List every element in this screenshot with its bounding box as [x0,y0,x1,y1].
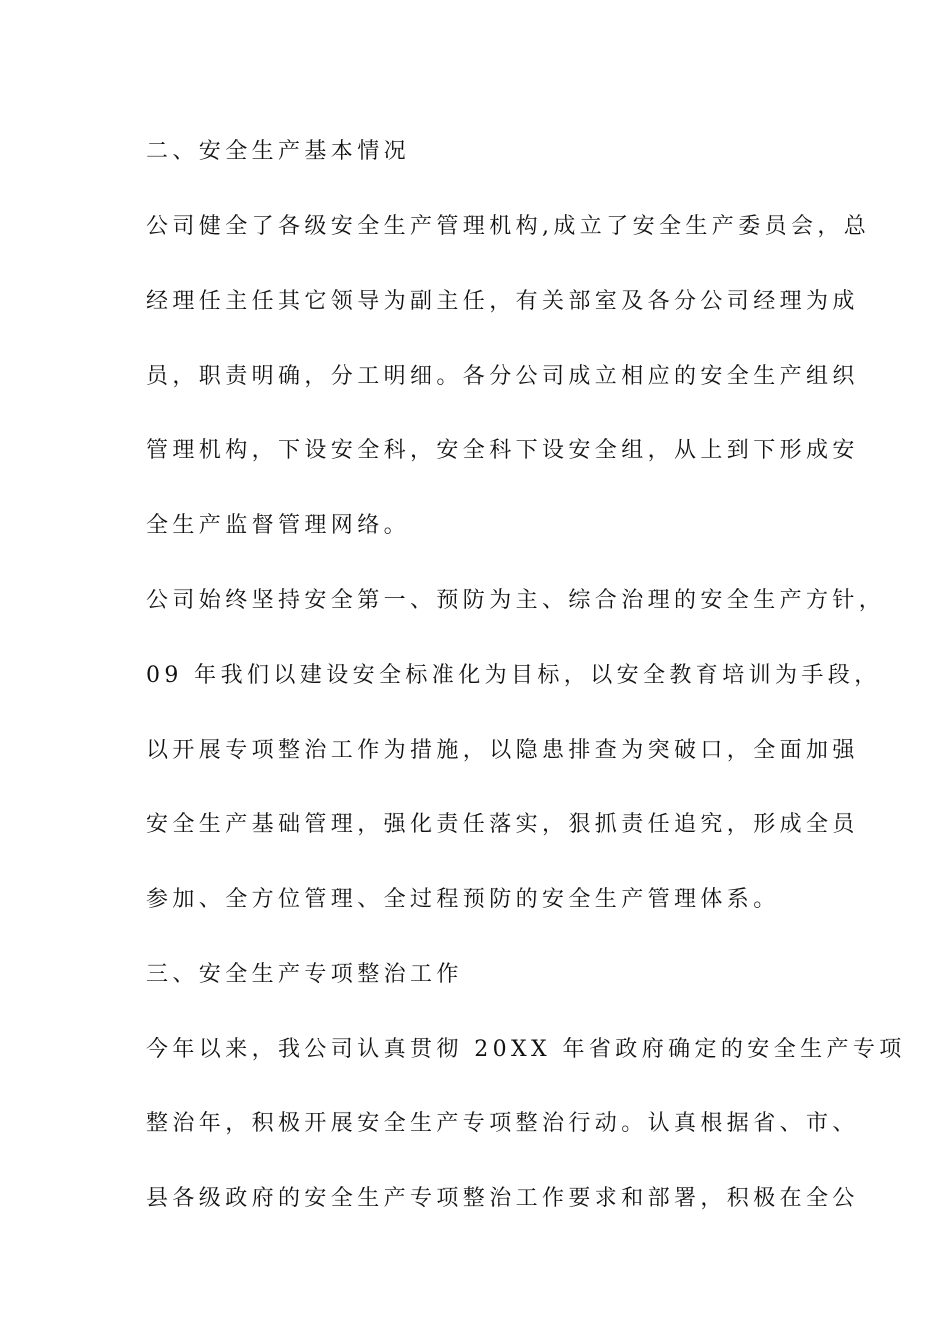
paragraph-line: 全生产监督管理网络。 [146,513,411,538]
paragraph-line: 县各级政府的安全生产专项整治工作要求和部署，积极在全公 [146,1186,859,1211]
paragraph-line: 参加、全方位管理、全过程预防的安全生产管理体系。 [146,887,780,912]
paragraph-line: 公司健全了各级安全生产管理机构,成立了安全生产委员会，总 [146,214,871,239]
paragraph-line: 今年以来，我公司认真贯彻 20XX 年省政府确定的安全生产专项 [146,1037,906,1062]
paragraph-line: 公司始终坚持安全第一、预防为主、综合治理的安全生产方针， [146,588,886,613]
section-heading-3: 三、安全生产专项整治工作 [146,962,463,987]
paragraph-line: 经理任主任其它领导为副主任，有关部室及各分公司经理为成 [146,289,859,314]
paragraph-line: 整治年，积极开展安全生产专项整治行动。认真根据省、市、 [146,1111,859,1136]
paragraph-line: 09 年我们以建设安全标准化为目标，以安全教育培训为手段， [146,663,881,688]
paragraph-line: 以开展专项整治工作为措施，以隐患排查为突破口，全面加强 [146,738,859,763]
paragraph-line: 员，职责明确，分工明细。各分公司成立相应的安全生产组织 [146,364,859,389]
paragraph-line: 安全生产基础管理，强化责任落实，狠抓责任追究，形成全员 [146,812,859,837]
section-heading-2: 二、安全生产基本情况 [146,139,411,164]
paragraph-line: 管理机构，下设安全科，安全科下设安全组，从上到下形成安 [146,438,859,463]
